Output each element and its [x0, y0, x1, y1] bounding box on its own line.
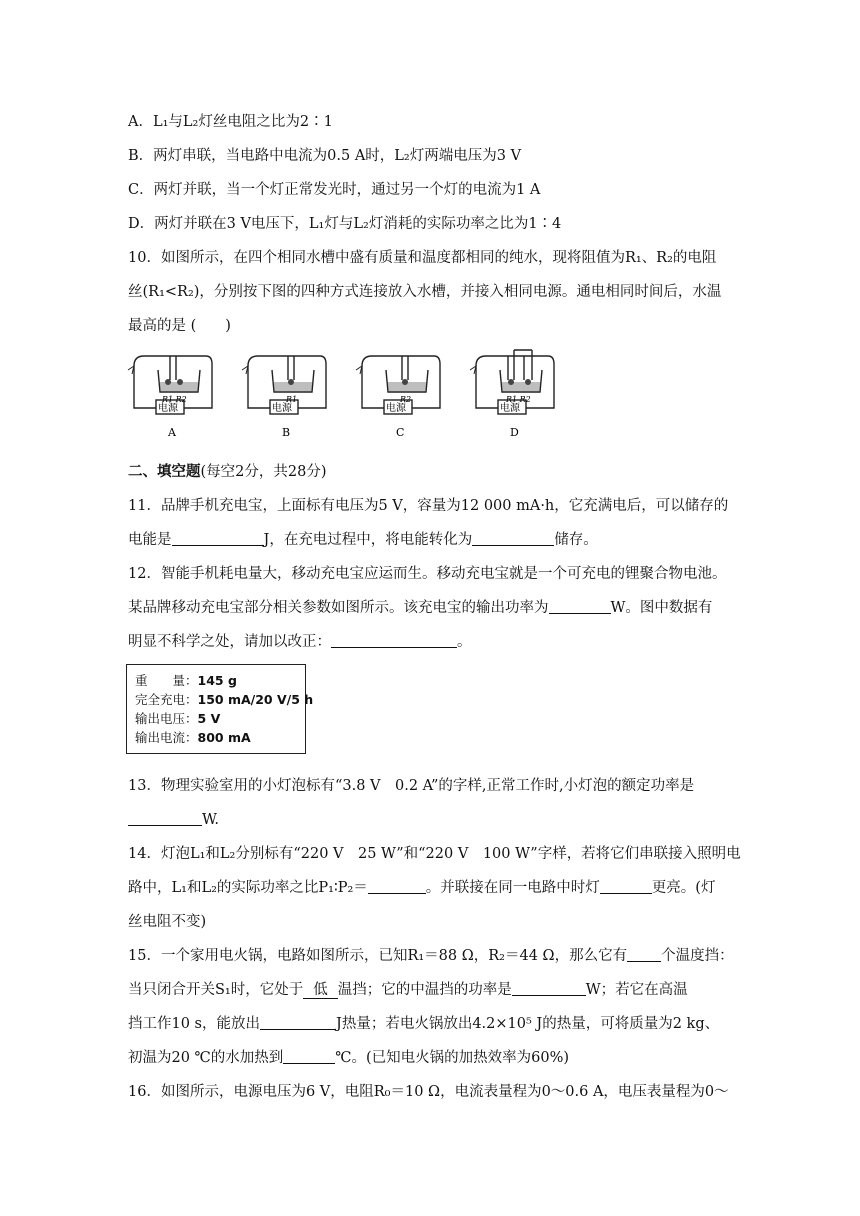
- circuit-a-resistors: R1 R2: [162, 395, 187, 404]
- q11-text-a: 电能是: [128, 532, 172, 548]
- circuit-figures: [120, 344, 560, 448]
- q15-text-i: ℃。(已知电火锅的加热效率为60%): [335, 1050, 570, 1066]
- section-note: (每空2分，共28分): [200, 464, 327, 480]
- q10-line3: 最高的是 ( ): [128, 318, 231, 334]
- circuit-d-resistors: R1 R2: [506, 395, 531, 404]
- param-row: [135, 690, 314, 709]
- q15-line3: [128, 1014, 719, 1034]
- q13-blank-1[interactable]: [128, 811, 202, 826]
- q12-text-a: 某品牌移动充电宝部分相关参数如图所示。该充电宝的输出功率为: [128, 600, 549, 616]
- q15-blank-4[interactable]: [283, 1049, 335, 1064]
- circuit-b-source: 电源: [272, 403, 292, 414]
- q14-blank-1[interactable]: [368, 879, 426, 894]
- circuit-c-resistors: R2: [400, 395, 412, 404]
- q15-text-b: 个温度挡：: [661, 948, 734, 964]
- q14-text-c: 更亮。(灯: [651, 880, 716, 896]
- param-value: 800 mA: [197, 730, 251, 745]
- q15-text-g: J热量；若电火锅放出4.2×10⁵ J的热量，可将质量为2 kg、: [336, 1016, 720, 1032]
- circuit-b: [234, 344, 338, 448]
- param-label: 输出电流：: [135, 730, 198, 745]
- q15-text-d: 温挡；它的中温挡的功率是: [337, 982, 512, 998]
- q14-text-b: 。并联接在同一电路中时灯: [425, 880, 600, 896]
- circuit-b-letter: B: [282, 426, 291, 439]
- q15-answer-low: 低: [303, 982, 338, 999]
- q14-line3: 丝电阻不变): [128, 914, 207, 930]
- param-row: [135, 671, 297, 690]
- q15-text-e: W；若它在高温: [585, 982, 688, 998]
- section-heading: [128, 462, 327, 482]
- param-value: 5 V: [197, 711, 221, 726]
- q15-text-h: 初温为20 ℃的水加热到: [128, 1050, 284, 1066]
- q14-text-a: 路中，L₁和L₂的实际功率之比P₁∶P₂＝: [128, 880, 368, 896]
- q15-line2: [128, 980, 688, 1000]
- q12-line3: [128, 632, 472, 652]
- param-label: 输出电压：: [135, 711, 198, 726]
- circuit-d-letter: D: [510, 426, 519, 439]
- circuit-d-source: 电源: [500, 403, 520, 414]
- power-bank-params: [126, 664, 314, 754]
- q11-blank-2[interactable]: [472, 531, 554, 546]
- param-row: [135, 709, 297, 728]
- circuit-a-letter: A: [168, 426, 176, 439]
- q14-blank-2[interactable]: [600, 879, 652, 894]
- q12-text-b: W。图中数据有: [610, 600, 713, 616]
- q12-text-d: 。: [457, 634, 472, 650]
- q15-blank-2[interactable]: [512, 981, 586, 996]
- q13-line1: 13．物理实验室用的小灯泡标有“3.8 V 0.2 A”的字样,正常工作时,小灯泡的额定功率是: [128, 778, 695, 794]
- param-row: [135, 728, 297, 747]
- q11-text-b: J，在充电过程中，将电能转化为: [263, 532, 473, 548]
- circuit-a-source: 电源: [158, 403, 178, 414]
- q10-line2: 丝(R₁<R₂)，分别按下图的四种方式连接放入水槽，并接入相同电源。通电相同时间后，水温: [128, 284, 722, 300]
- q11-blank-1[interactable]: [172, 531, 264, 546]
- option-c: C．两灯并联，当一个灯正常发光时，通过另一个灯的电流为1 A: [128, 182, 541, 198]
- circuit-d: [462, 344, 566, 448]
- q10-line1: 10．如图所示，在四个相同水槽中盛有质量和温度都相同的纯水，现将阻值为R₁、R₂的电阻: [128, 250, 717, 266]
- circuit-c-source: 电源: [386, 403, 406, 414]
- q14-line2: [128, 878, 715, 898]
- param-value: 145 g: [197, 673, 237, 688]
- option-d: D．两灯并联在3 V电压下，L₁灯与L₂灯消耗的实际功率之比为1∶4: [128, 216, 562, 232]
- q12-line1: 12．智能手机耗电量大，移动充电宝应运而生。移动充电宝就是一个可充电的锂聚合物电池。: [128, 566, 727, 582]
- q15-text-a: 15．一个家用电火锅，电路如图所示，已知R₁＝88 Ω，R₂＝44 Ω，那么它有: [128, 948, 628, 964]
- circuit-c: [348, 344, 452, 448]
- circuit-b-resistors: R1: [286, 395, 298, 404]
- option-b: B．两灯串联，当电路中电流为0.5 A时，L₂灯两端电压为3 V: [128, 148, 522, 164]
- q11-line2: [128, 530, 598, 550]
- q15-line1: [128, 946, 734, 966]
- q16-line1: 16．如图所示，电源电压为6 V，电阻R₀＝10 Ω，电流表量程为0～0.6 A，电压表量程为0～: [128, 1084, 729, 1100]
- q12-blank-2[interactable]: [331, 633, 457, 648]
- q15-blank-3[interactable]: [260, 1015, 336, 1030]
- section-title: 二、填空题: [128, 464, 201, 480]
- q14-line1: 14．灯泡L₁和L₂分别标有“220 V 25 W”和“220 V 100 W”字样，若将它们串联接入照明电: [128, 846, 741, 862]
- param-value: 150 mA/20 V/5 h: [197, 692, 314, 707]
- circuit-a: [120, 344, 224, 448]
- q12-blank-1[interactable]: [549, 599, 611, 614]
- q15-text-c: 当只闭合开关S₁时，它处于: [128, 982, 304, 998]
- q11-line1: 11．品牌手机充电宝，上面标有电压为5 V，容量为12 000 mA·h，它充满电后，可以储存的: [128, 498, 729, 514]
- param-label: 重 量：: [135, 673, 198, 688]
- q12-line2: [128, 598, 712, 618]
- option-a: A．L₁与L₂灯丝电阻之比为2∶1: [128, 114, 333, 130]
- q12-text-c: 明显不科学之处，请加以改正：: [128, 634, 331, 650]
- param-label: 完全充电：: [135, 692, 198, 707]
- circuit-c-letter: C: [396, 426, 405, 439]
- q15-line4: [128, 1048, 569, 1068]
- q13-line2: [128, 810, 219, 830]
- q15-blank-1[interactable]: [627, 947, 661, 962]
- q15-text-f: 挡工作10 s，能放出: [128, 1016, 261, 1032]
- q13-text-b: W.: [202, 812, 219, 828]
- q11-text-c: 储存。: [554, 532, 598, 548]
